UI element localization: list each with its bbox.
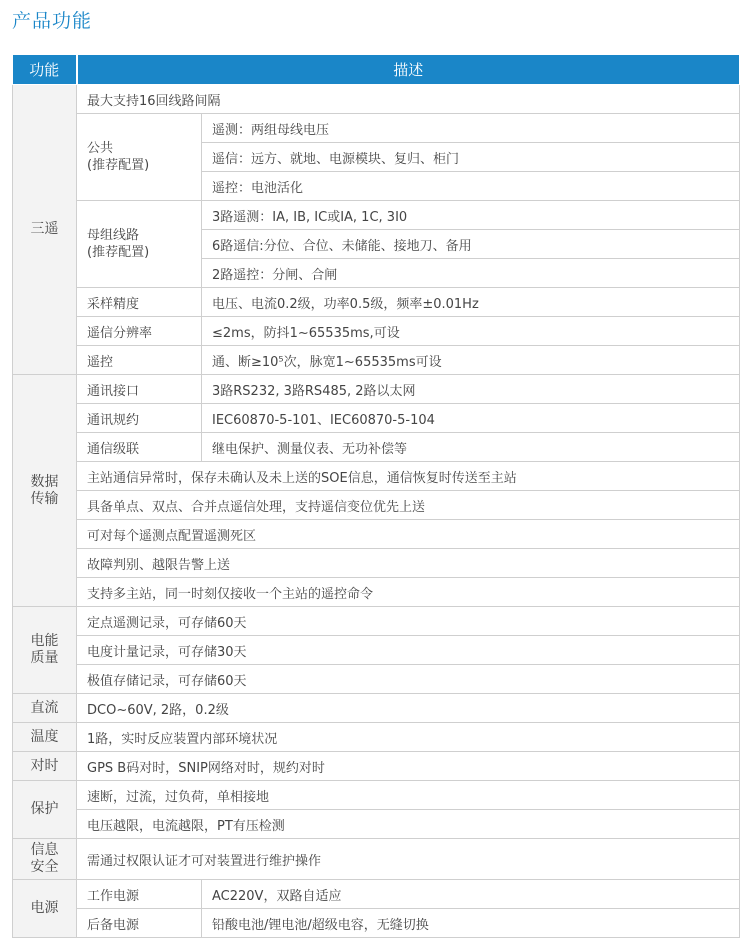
cell: 极值存储记录，可存储60天 bbox=[77, 665, 740, 694]
cell: ≤2ms，防抖1~65535ms,可设 bbox=[202, 317, 740, 346]
cell: 2路遥控：分闸、合闸 bbox=[202, 259, 740, 288]
cell: 3路遥测：IA, IB, IC或IA, 1C, 3I0 bbox=[202, 201, 740, 230]
cell: 电度计量记录，可存储30天 bbox=[77, 636, 740, 665]
table-row bbox=[13, 839, 740, 880]
cell: 定点遥测记录，可存储60天 bbox=[77, 607, 740, 636]
cell: 6路遥信:分位、合位、未储能、接地刀、备用 bbox=[202, 230, 740, 259]
cell: 具备单点、双点、合并点遥信处理，支持遥信变位优先上送 bbox=[77, 491, 740, 520]
subcategory-public: 公共 (推荐配置) bbox=[77, 114, 202, 201]
cell: AC220V，双路自适应 bbox=[202, 880, 740, 909]
cell: DCO~60V, 2路，0.2级 bbox=[77, 694, 740, 723]
cell: 速断，过流，过负荷，单相接地 bbox=[77, 781, 740, 810]
cell: 主站通信异常时，保存未确认及未上送的SOE信息，通信恢复时传送至主站 bbox=[77, 462, 740, 491]
table-row bbox=[13, 694, 740, 723]
table-row bbox=[13, 636, 740, 665]
table-row bbox=[13, 491, 740, 520]
table-row bbox=[13, 375, 740, 404]
table-row bbox=[13, 578, 740, 607]
cell: 铅酸电池/锂电池/超级电容，无缝切换 bbox=[202, 909, 740, 938]
table-row bbox=[13, 346, 740, 375]
subcategory-sampling: 采样精度 bbox=[77, 288, 202, 317]
subcategory-control: 遥控 bbox=[77, 346, 202, 375]
table-row bbox=[13, 665, 740, 694]
category-protection: 保护 bbox=[13, 781, 77, 839]
header-function: 功能 bbox=[13, 55, 77, 85]
table-row bbox=[13, 723, 740, 752]
cell: 支持多主站，同一时刻仅接收一个主站的遥控命令 bbox=[77, 578, 740, 607]
cell: 电压越限，电流越限，PT有压检测 bbox=[77, 810, 740, 839]
cell: 3路RS232, 3路RS485, 2路以太网 bbox=[202, 375, 740, 404]
cell: 最大支持16回线路间隔 bbox=[77, 85, 740, 114]
category-temperature: 温度 bbox=[13, 723, 77, 752]
category-security: 信息 安全 bbox=[13, 839, 77, 880]
subcategory-protocol: 通讯规约 bbox=[77, 404, 202, 433]
cell: 遥测：两组母线电压 bbox=[202, 114, 740, 143]
table-row bbox=[13, 317, 740, 346]
cell: 继电保护、测量仪表、无功补偿等 bbox=[202, 433, 740, 462]
cell: 1路，实时反应装置内部环境状况 bbox=[77, 723, 740, 752]
subcategory-backup-power: 后备电源 bbox=[77, 909, 202, 938]
header-description: 描述 bbox=[77, 55, 740, 85]
table-row bbox=[13, 462, 740, 491]
table-row bbox=[13, 880, 740, 909]
category-data: 数据 传输 bbox=[13, 375, 77, 607]
subcategory-comm-interface: 通讯接口 bbox=[77, 375, 202, 404]
table-row bbox=[13, 810, 740, 839]
category-dc: 直流 bbox=[13, 694, 77, 723]
table-row bbox=[13, 85, 740, 114]
table-row bbox=[13, 433, 740, 462]
subcategory-cascade: 通信级联 bbox=[77, 433, 202, 462]
table-row bbox=[13, 404, 740, 433]
table-row bbox=[13, 114, 740, 143]
cell: 可对每个遥测点配置遥测死区 bbox=[77, 520, 740, 549]
cell: 遥控：电池活化 bbox=[202, 172, 740, 201]
cell: 通、断≥10⁵次，脉宽1~65535ms可设 bbox=[202, 346, 740, 375]
subcategory-resolution: 遥信分辨率 bbox=[77, 317, 202, 346]
category-power: 电源 bbox=[13, 880, 77, 938]
subcategory-work-power: 工作电源 bbox=[77, 880, 202, 909]
cell: IEC60870-5-101、IEC60870-5-104 bbox=[202, 404, 740, 433]
table-header-row bbox=[13, 55, 740, 85]
spec-table bbox=[12, 54, 740, 938]
table-row bbox=[13, 909, 740, 938]
cell: 故障判别、越限告警上送 bbox=[77, 549, 740, 578]
category-sanyao: 三遥 bbox=[13, 85, 77, 375]
category-power-quality: 电能 质量 bbox=[13, 607, 77, 694]
cell: GPS B码对时，SNIP网络对时，规约对时 bbox=[77, 752, 740, 781]
table-row bbox=[13, 549, 740, 578]
cell: 电压、电流0.2级，功率0.5级，频率±0.01Hz bbox=[202, 288, 740, 317]
table-row bbox=[13, 607, 740, 636]
table-row bbox=[13, 288, 740, 317]
category-timing: 对时 bbox=[13, 752, 77, 781]
cell: 遥信：远方、就地、电源模块、复归、柜门 bbox=[202, 143, 740, 172]
subcategory-line: 母组线路 (推荐配置) bbox=[77, 201, 202, 288]
page-title: 产品功能 bbox=[12, 10, 93, 32]
table-row bbox=[13, 752, 740, 781]
table-row bbox=[13, 520, 740, 549]
cell: 需通过权限认证才可对装置进行维护操作 bbox=[77, 839, 740, 880]
table-row bbox=[13, 781, 740, 810]
table-row bbox=[13, 201, 740, 230]
